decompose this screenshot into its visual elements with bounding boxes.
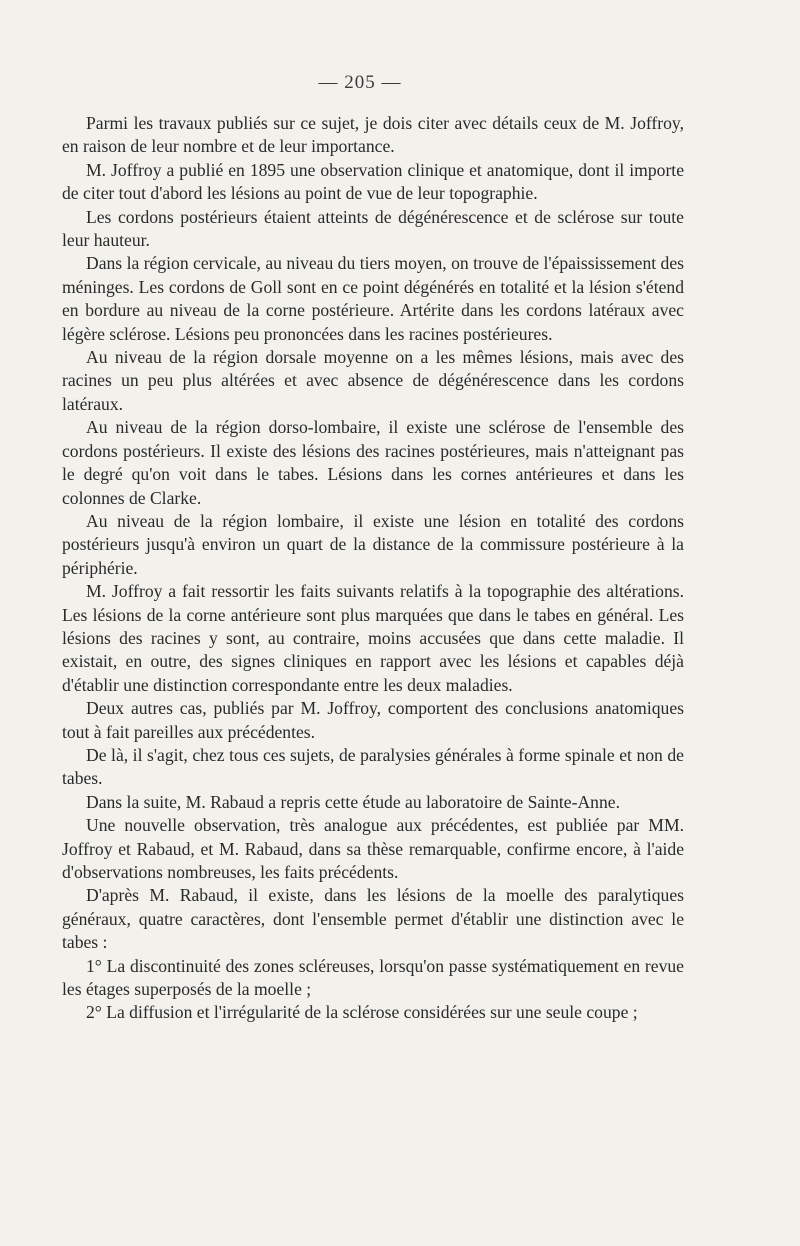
paragraph: Au niveau de la région dorsale moyenne on a les mêmes lésions, mais avec des racines un peu plus altérées et avec absence de dégénérescence dans les cordons latéraux. (62, 347, 684, 414)
paragraph: Parmi les travaux publiés sur ce sujet, je dois citer avec détails ceux de M. Joffroy, en raison de leur nombre et de leur importance. (62, 113, 684, 157)
paragraph: Au niveau de la région dorso-lombaire, il existe une sclérose de l'ensemble des cordons postérieurs. Il existe des lésions des racines postérieures, mais n'atteignant pas le degré qu'on voit dans le tabes. Lésions dans les cornes antérieures et dans les colonnes de Clarke. (62, 417, 684, 508)
paragraph: Deux autres cas, publiés par M. Joffroy, comportent des conclusions anatomiques tout à fait pareilles aux précédentes. (62, 698, 684, 742)
page-number: — 205 — (318, 72, 402, 93)
paragraph: M. Joffroy a publié en 1895 une observation clinique et anatomique, dont il importe de citer tout d'abord les lésions au point de vue de leur topographie. (62, 159, 684, 204)
paragraph: 1° La discontinuité des zones scléreuses, lorsqu'on passe systématiquement en revue les étages superposés de la moelle ; (62, 955, 684, 1000)
paragraph: De là, il s'agit, chez tous ces sujets, de paralysies générales à forme spinale et non de tabes. (62, 744, 684, 789)
paragraph: M. Joffroy a fait ressortir les faits suivants relatifs à la topographie des altérations. Les lésions de la corne antérieure sont plus marquées que dans le tabes en général. Les lésions des racines y sont, au contraire, moins accusées que dans cette maladie. Il existait, en outre, des signes cliniques en rapport avec les lésions et capables déjà d'établir une distinction correspondante entre les deux maladies. (62, 581, 684, 695)
paragraph: Les cordons postérieurs étaient atteints de dégénérescence et de sclérose sur toute leur hauteur. (62, 206, 684, 251)
body-text (62, 112, 684, 1025)
paragraph: 2° La diffusion et l'irrégularité de la sclérose considérées sur une seule coupe ; (86, 1002, 638, 1023)
paragraph: Une nouvelle observation, très analogue aux précédentes, est publiée par MM. Joffroy et Rabaud, et M. Rabaud, dans sa thèse remarquable, confirme encore, à l'aide d'observations nombreuses, les faits précédents. (62, 815, 684, 882)
paragraph: Dans la région cervicale, au niveau du tiers moyen, on trouve de l'épaississement des méninges. Les cordons de Goll sont en ce point dégénérés en totalité et la lésion s'étend en bordure au niveau de la corne postérieure. Artérite dans les cordons latéraux avec légère sclérose. Lésions peu prononcées dans les racines postérieures. (62, 253, 684, 344)
paragraph: D'après M. Rabaud, il existe, dans les lésions de la moelle des paralytiques généraux, quatre caractères, dont l'ensemble permet d'établir une distinction avec le tabes : (62, 885, 684, 953)
paragraph: Dans la suite, M. Rabaud a repris cette étude au laboratoire de Sainte-Anne. (86, 791, 620, 812)
paragraph: Au niveau de la région lombaire, il existe une lésion en totalité des cordons postérieurs jusqu'à environ un quart de la distance de la commissure postérieure à la périphérie. (62, 510, 684, 578)
